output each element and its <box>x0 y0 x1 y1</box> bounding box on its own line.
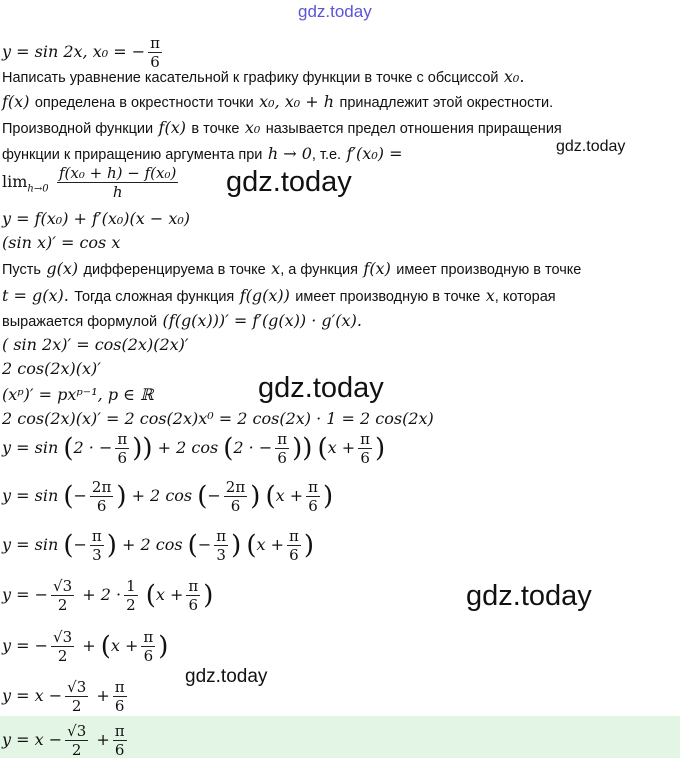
derivative-step-2: 2 cos(2x)(x)′ <box>2 359 101 378</box>
text: x + <box>155 585 184 604</box>
denominator: 2 <box>71 741 82 759</box>
text: x + <box>256 535 285 554</box>
chain-rule-line-2 <box>2 285 556 308</box>
text: + 2 · <box>82 585 122 604</box>
tangent-formula: y = f(x₀) + f′(x₀)(x − x₀) <box>2 209 191 228</box>
definition-line-2 <box>2 117 562 140</box>
fraction <box>57 164 178 201</box>
fraction <box>113 722 127 759</box>
math: h → 0 <box>267 144 312 163</box>
paren: ( <box>317 433 328 464</box>
fraction <box>287 527 301 564</box>
substitution-1 <box>2 430 385 467</box>
text: + <box>82 636 96 655</box>
math: f′(x₀) = <box>346 144 403 163</box>
denominator: 6 <box>308 497 318 515</box>
paren: ( <box>63 530 74 561</box>
text: имеет производную в точке <box>295 289 481 305</box>
numerator: π <box>216 527 227 545</box>
denominator: 3 <box>216 546 226 564</box>
denominator: 6 <box>114 741 125 759</box>
watermark-4: gdz.today <box>466 580 592 612</box>
fraction <box>224 478 247 515</box>
denominator: 2 <box>57 647 68 665</box>
paren: ) <box>106 530 117 561</box>
chain-rule-line-3 <box>2 310 362 333</box>
fraction <box>275 430 289 467</box>
math: g(x) <box>46 259 79 278</box>
denominator: 6 <box>117 449 128 467</box>
fraction <box>214 527 228 564</box>
fraction <box>65 678 88 715</box>
task-statement <box>2 66 524 89</box>
chain-rule-line-1 <box>2 258 581 281</box>
paren: )) <box>132 433 153 464</box>
numerator: π <box>117 430 128 448</box>
derivative-result: 2 cos(2x)(x)′ = 2 cos(2x)x⁰ = 2 cos(2x) · 1 = 2 cos(2x) <box>2 409 434 428</box>
text: + 2 cos <box>157 438 219 457</box>
numerator: f(x₀ + h) − f(x₀) <box>59 164 177 182</box>
text: + 2 cos <box>122 535 183 554</box>
denominator: 6 <box>289 546 299 564</box>
text: в точке <box>191 121 240 137</box>
text: x + <box>327 438 356 457</box>
math: x₀ <box>244 118 261 137</box>
paren: )) <box>292 433 313 464</box>
numerator: π <box>289 527 299 545</box>
lim: lim <box>2 172 28 191</box>
denominator: 2 <box>126 596 136 614</box>
derivative-limit <box>2 164 181 201</box>
text: Тогда сложная функция <box>74 289 235 305</box>
derivative-step-1: ( sin 2x)′ = cos(2x)(2x)′ <box>2 335 189 354</box>
paren: ( <box>246 530 257 561</box>
substitution-3 <box>2 527 314 564</box>
text: y = − <box>2 636 49 655</box>
numerator: π <box>277 430 288 448</box>
fraction <box>90 527 104 564</box>
text: y = x − <box>2 730 63 749</box>
text: имеет производную в точке <box>396 262 582 278</box>
task-text: Написать уравнение касательной к графику функции в точке с обсциссой <box>2 70 499 86</box>
text: + 2 cos <box>131 486 193 505</box>
text: называется предел отношения приращения <box>265 121 562 137</box>
text: определена в окрестности точки <box>34 95 254 111</box>
text: y = − <box>2 585 49 604</box>
text: y = sin <box>2 486 59 505</box>
paren: ) <box>231 530 242 561</box>
text: − <box>73 535 87 554</box>
denominator: 6 <box>188 596 199 614</box>
watermark-top: gdz.today <box>298 2 372 21</box>
paren: ) <box>375 433 386 464</box>
watermark-1: gdz.today <box>556 138 626 155</box>
given-text: y = sin 2x, x₀ = − <box>2 42 146 61</box>
task-math: x₀. <box>503 67 525 86</box>
numerator: π <box>114 678 125 696</box>
denominator: 3 <box>92 546 102 564</box>
fraction <box>90 478 113 515</box>
fraction <box>141 628 155 665</box>
denominator: 2 <box>57 596 68 614</box>
text: Пусть <box>2 262 41 278</box>
paren: ( <box>100 631 111 662</box>
text: + <box>96 730 110 749</box>
text: − <box>197 535 212 554</box>
text: Производной функции <box>2 121 154 137</box>
denominator: h <box>112 183 123 201</box>
numerator: π <box>360 430 371 448</box>
numerator: π <box>143 628 154 646</box>
paren: ( <box>223 433 234 464</box>
text: y = sin <box>2 438 59 457</box>
math: t = g(x). <box>2 286 69 305</box>
denominator: 2 <box>71 697 82 715</box>
text: 2 · − <box>73 438 113 457</box>
denominator: 6 <box>230 497 241 515</box>
text: , которая <box>494 289 556 305</box>
final-answer <box>2 720 130 760</box>
fraction <box>115 430 129 467</box>
text: , а функция <box>280 262 358 278</box>
numerator: π <box>114 722 125 740</box>
definition-line-1 <box>2 91 553 114</box>
paren: ) <box>250 481 261 512</box>
fraction <box>51 577 74 614</box>
substitution-4 <box>2 575 213 616</box>
substitution-5 <box>2 626 168 667</box>
denominator: 6 <box>277 449 287 467</box>
math: x <box>485 286 495 305</box>
power-rule: (xᵖ)′ = pxᵖ⁻¹, p ∈ ℝ <box>2 385 154 404</box>
substitution-2 <box>2 478 333 515</box>
text: x + <box>275 486 304 505</box>
definition-line-3 <box>2 143 402 166</box>
denominator: 6 <box>114 697 125 715</box>
text: 2 · − <box>233 438 273 457</box>
fraction <box>306 478 320 515</box>
numerator: √3 <box>53 628 73 646</box>
fraction <box>65 722 88 759</box>
text: + <box>96 686 110 705</box>
watermark-2: gdz.today <box>226 166 352 198</box>
sin-derivative: (sin x)′ = cos x <box>2 233 121 252</box>
text: функции к приращению аргумента при <box>2 147 263 163</box>
text: − <box>207 486 221 505</box>
numerator: π <box>188 577 199 595</box>
paren: ) <box>203 580 214 611</box>
math: f(x) <box>158 118 186 137</box>
paren: ) <box>158 631 169 662</box>
numerator: π <box>150 34 160 52</box>
text: выражается формулой <box>2 314 158 330</box>
fraction <box>113 678 127 715</box>
denominator: 6 <box>150 53 160 71</box>
paren: ( <box>265 481 276 512</box>
numerator: √3 <box>53 577 73 595</box>
numerator: 1 <box>126 577 136 595</box>
denominator: 6 <box>96 497 107 515</box>
text: y = sin <box>2 535 59 554</box>
fraction <box>51 628 74 665</box>
paren: ) <box>303 530 315 561</box>
paren: ( <box>187 530 198 561</box>
text: , т.е. <box>311 147 342 163</box>
watermark-5: gdz.today <box>185 666 268 687</box>
numerator: √3 <box>67 722 87 740</box>
numerator: √3 <box>67 678 87 696</box>
result-line <box>2 676 130 716</box>
paren: ( <box>197 481 208 512</box>
fraction <box>124 577 138 614</box>
math: (f(g(x)))′ = f′(g(x)) · g′(x). <box>162 311 362 330</box>
fraction <box>186 577 200 614</box>
math: x <box>271 259 281 278</box>
text: − <box>73 486 87 505</box>
text: принадлежит этой окрестности. <box>339 95 554 111</box>
math: f(x) <box>363 259 391 278</box>
paren: ) <box>322 481 334 512</box>
paren: ( <box>63 481 74 512</box>
paren: ( <box>145 580 156 611</box>
math: f(g(x)) <box>239 286 290 305</box>
paren: ( <box>63 433 74 464</box>
denominator: 6 <box>360 449 370 467</box>
fraction <box>358 430 372 467</box>
text: x + <box>110 636 139 655</box>
numerator: π <box>308 478 318 496</box>
math: f(x) <box>2 92 30 111</box>
text: y = x − <box>2 686 63 705</box>
numerator: 2π <box>91 478 112 496</box>
paren: ) <box>116 481 127 512</box>
numerator: 2π <box>225 478 246 496</box>
watermark-3: gdz.today <box>258 372 384 404</box>
text: дифференцируема в точке <box>83 262 266 278</box>
lim-sub: h→0 <box>27 183 49 195</box>
denominator: 6 <box>143 647 154 665</box>
numerator: π <box>91 527 102 545</box>
math: x₀, x₀ + h <box>259 92 335 111</box>
